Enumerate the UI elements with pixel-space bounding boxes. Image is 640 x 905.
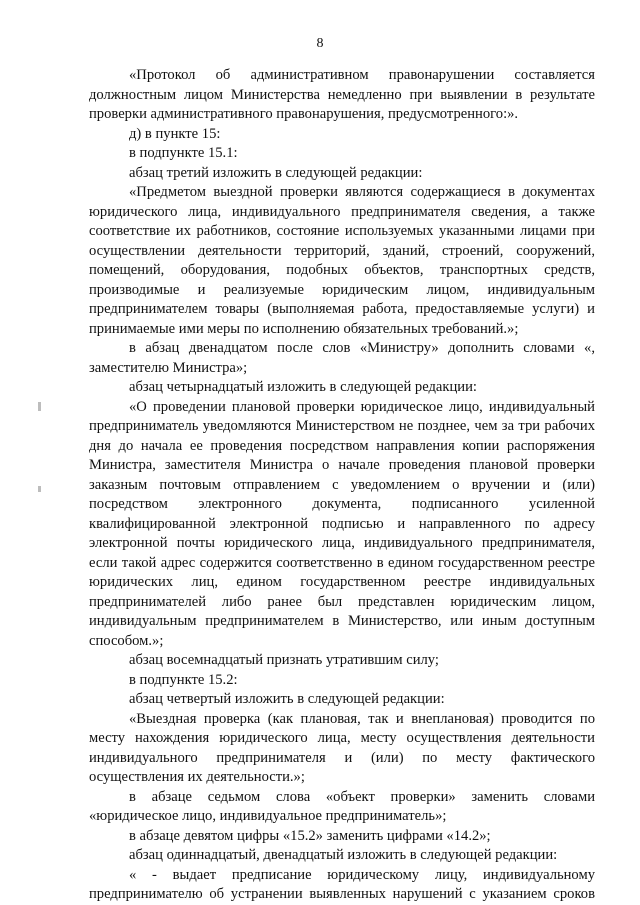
paragraph: абзац восемнадцатый признать утратившим силу; [129,652,439,668]
paragraph: абзац третий изложить в следующей редакции: [129,164,423,181]
paragraph: «Выездная проверка (как плановая, так и внеплановая) проводится по месту нахождения юридического лица, месту осуществления деятельности индивидуального предпринимателя и (или) по месту фактического осуществления их деятельности.»; [89,710,595,785]
paragraph: абзац четырнадцатый изложить в следующей редакции: [129,379,477,395]
paragraph: д) в пункте 15: [129,125,221,142]
paragraph: в абзац двенадцатом после слов «Министру» дополнить словами «, заместителю Министра»; [89,340,595,376]
paragraph: абзац четвертый изложить в следующей редакции: [129,691,445,707]
scan-margin-mark [38,402,41,411]
scan-margin-mark [38,486,41,492]
paragraph: в абзаце седьмом слова «объект проверки» заменить словами «юридическое лицо, индивидуальное предприниматель»; [89,788,595,824]
paragraph: в подпункте 15.1: [129,145,238,161]
document-body [89,66,595,905]
paragraph: «Предметом выездной проверки являются содержащиеся в документах юридического лица, индивидуального предпринимателя сведения, а также соответствие их работников, состояние используемых указанными лицами при осуществлении деятельности территорий, зданий, строений, сооружений, помещений, оборудования, подобных объектов, транспортных средств, производимые и реализуемые юридическим лицом, индивидуальным предпринимателем товары (выполняемая работа, предоставляемые услуги) и принимаемые ими меры по исполнению обязательных требований.»; [89,184,595,337]
paragraph: « - выдает предписание юридическому лицу, индивидуальному предпринимателю об устранении выявленных нарушений с указанием сроков [89,866,595,902]
paragraph: в абзаце девятом цифры «15.2» заменить цифрами «14.2»; [129,827,491,844]
paragraph: абзац одиннадцатый, двенадцатый изложить в следующей редакции: [129,847,558,863]
page-number: 8 [316,36,324,51]
paragraph: «Протокол об административном правонарушении составляется должностным лицом Министерства немедленно при выявлении в результате проверки административного правонарушения, предусмотренного:». [89,67,595,122]
paragraph: «О проведении плановой проверки юридическое лицо, индивидуальный предприниматель уведомляются Министерством не позднее, чем за три рабочих дня до начала ее проведения посредством направления копии распоряжения Министра, заместителя Министра о начале проведения плановой проверки заказным почтовым отправлением с уведомлением о вручении и (или) посредством электронного документа, подписанного усиленной квалифицированной электронной подписью и направленного по адресу электронной почты юридического лица, индивидуального предпринимателя, если такой адрес содержится соответственно в едином государственном реестре юридических лиц, едином государственном реестре индивидуальных предпринимателей либо ранее был представлен юридическим лицом, индивидуальным предпринимателем в Министерство, или иным доступным способом.»; [89,398,595,649]
paragraph: в подпункте 15.2: [129,671,238,688]
